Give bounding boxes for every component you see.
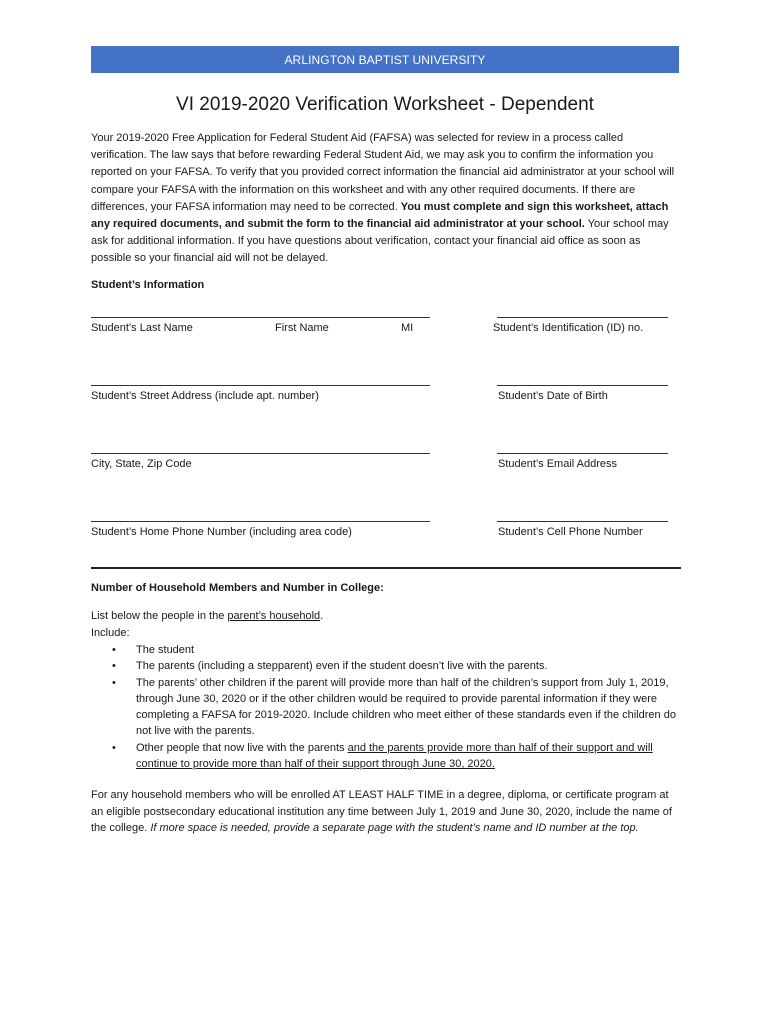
intro-paragraph [91,130,681,268]
bullet-text: The parents’ other children if the parent will provide more than half of the children’s support from July 1, 2019, through June 30, 2020 or if the other children would be required to provide parental information if they were completing a FAFSA for 2019-2020. Include children who meet either of these standards even if the children do not live with the parents. [136,676,676,738]
city-state-zip-label: City, State, Zip Code [91,458,192,470]
intro-text-2: Your school may ask for additional information. If you have questions about verification, contact your financial aid office as soon as possible so your financial aid will not be delayed. [91,218,669,265]
email-label: Student’s Email Address [498,458,618,470]
home-phone-label: Student’s Home Phone Number (including area code) [91,526,352,538]
student-info-heading: Student’s Information [91,279,205,291]
email-field-line[interactable] [497,453,668,454]
id-field-line[interactable] [497,317,668,318]
last-name-label: Student’s Last Name [91,322,193,334]
list-item [112,658,682,674]
bullet-icon: • [112,676,116,689]
household-list-intro [91,608,681,641]
page-title: VI 2019-2020 Verification Worksheet - Dependent [176,94,594,115]
university-banner: ARLINGTON BAPTIST UNIVERSITY [91,46,679,73]
list-prefix: List below the people in the [91,610,228,622]
street-address-label: Student’s Street Address (include apt. number) [91,390,319,402]
list-item [112,642,682,658]
cell-phone-field-line[interactable] [497,521,668,522]
bullet-underlined-text: and the parents provide more than half of their support and will continue to provide more than half of their support through June 30, 2020. [136,741,653,771]
section-divider [91,567,681,569]
bullet-text: Other people that now live with the parents [136,741,348,754]
household-include-list [112,642,682,772]
street-field-line[interactable] [91,385,430,386]
household-heading: Number of Household Members and Number in College: [91,582,384,594]
home-phone-field-line[interactable] [91,521,430,522]
city-field-line[interactable] [91,453,430,454]
bullet-icon: • [112,660,116,673]
dob-field-line[interactable] [497,385,668,386]
intro-bold-instruction: You must complete and sign this worksheet, attach any required documents, and submit the form to the financial aid administrator at your school. [91,200,669,231]
list-item [112,675,682,740]
list-item [112,740,682,773]
parents-household-term: parent’s household [227,610,321,622]
name-field-line[interactable] [91,317,430,318]
college-italic-note: If more space is needed, provide a separate page with the student’s name and ID number at the top. [150,822,639,834]
list-suffix: . [320,610,324,622]
bullet-text: The student [136,644,195,656]
mi-label: MI [401,322,414,334]
intro-text-1: Your 2019-2020 Free Application for Federal Student Aid (FAFSA) was selected for review in a process called verification. The law says that before rewarding Federal Student Aid, we may ask you to confirm the information you reported on your FAFSA. To verify that you provided correct information the financial aid administrator at your school will compare your FAFSA with the information on this worksheet and with any other required documents. If there are differences, your FAFSA information may need to be corrected. [91,132,675,213]
college-text: For any household members who will be enrolled AT LEAST HALF TIME in a degree, diploma, or certificate program at an eligible postsecondary educational institution any time between July 1, 2019 and June 30, 2020, include the name of the college. [91,789,672,834]
dob-label: Student’s Date of Birth [498,390,608,402]
include-label: Include: [91,626,130,639]
bullet-icon: • [112,644,116,656]
first-name-label: First Name [275,322,329,334]
bullet-text: The parents (including a stepparent) even if the student doesn’t live with the parents. [136,660,548,673]
cell-phone-label: Student’s Cell Phone Number [498,526,643,538]
bullet-icon: • [112,741,116,754]
student-id-label: Student’s Identification (ID) no. [493,322,644,334]
college-instructions [91,787,681,837]
